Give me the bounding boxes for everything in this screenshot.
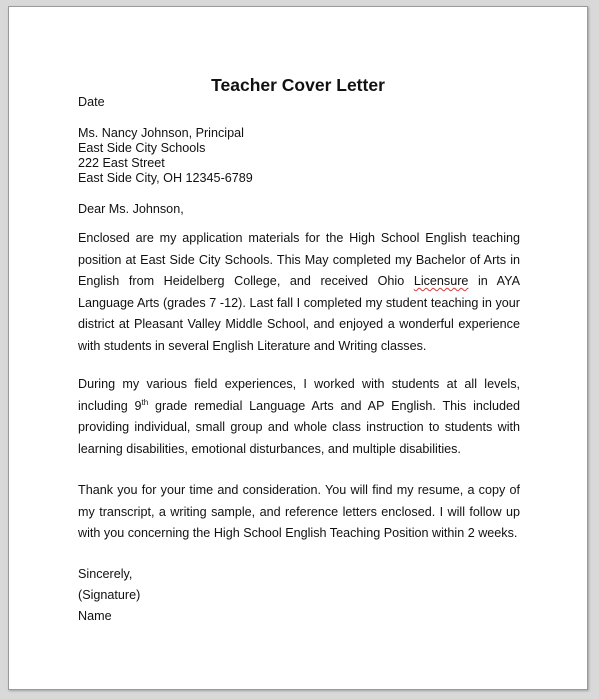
paragraph-line: district at Pleasant Valley Middle School, and enjoyed a wonderful experience: [78, 317, 520, 331]
paragraph-line: During my various field experiences, I worked with students at all levels,: [78, 377, 520, 391]
salutation: Dear Ms. Johnson,: [78, 202, 184, 216]
signature: (Signature): [78, 588, 141, 602]
paragraph-line: position at East Side City Schools. This May completed my Bachelor of Arts in: [78, 252, 520, 267]
recipient-name: Ms. Nancy Johnson, Principal: [78, 126, 244, 140]
paragraph-line: learning disabilities, emotional disturbances, and multiple disabilities.: [78, 441, 461, 456]
paragraph-line: providing individual, small group and whole class instruction to students with: [78, 420, 520, 434]
paragraph-line: Language Arts (grades 7 -12). Last fall I completed my student teaching in your: [78, 295, 520, 310]
document-title: Teacher Cover Letter: [211, 75, 385, 95]
sender-name: Name: [78, 609, 112, 623]
paragraph-2: [78, 374, 520, 460]
document-page: [8, 6, 588, 690]
text-segment: in AYA: [468, 274, 520, 288]
recipient-city: East Side City, OH 12345-6789: [78, 171, 253, 185]
paragraph-line: Enclosed are my application materials for the High School English teaching: [78, 231, 520, 245]
paragraph-line: [78, 271, 520, 293]
spellcheck-flagged-word[interactable]: Licensure: [413, 274, 469, 288]
recipient-street: 222 East Street: [78, 156, 165, 170]
paragraph-line: my transcript, a writing sample, and reference letters enclosed. I will follow up: [78, 504, 520, 519]
paragraph-3: [78, 480, 520, 545]
paragraph-line: [78, 396, 520, 418]
paragraph-line: with you concerning the High School English Teaching Position within 2 weeks.: [78, 526, 518, 540]
paragraph-line: with students in several English Literature and Writing classes.: [78, 338, 427, 353]
text-segment: English from Heidelberg College, and received Ohio: [78, 274, 414, 288]
paragraph-line: Thank you for your time and consideration. You will find my resume, a copy of: [78, 483, 520, 497]
recipient-organization: East Side City Schools: [78, 141, 206, 155]
text-segment: grade remedial Language Arts and AP English. This included: [148, 398, 520, 413]
paragraph-1: [78, 228, 520, 357]
superscript: th: [141, 397, 149, 407]
text-segment: including 9: [78, 398, 142, 413]
date-line: Date: [78, 95, 105, 109]
closing: Sincerely,: [78, 567, 133, 581]
